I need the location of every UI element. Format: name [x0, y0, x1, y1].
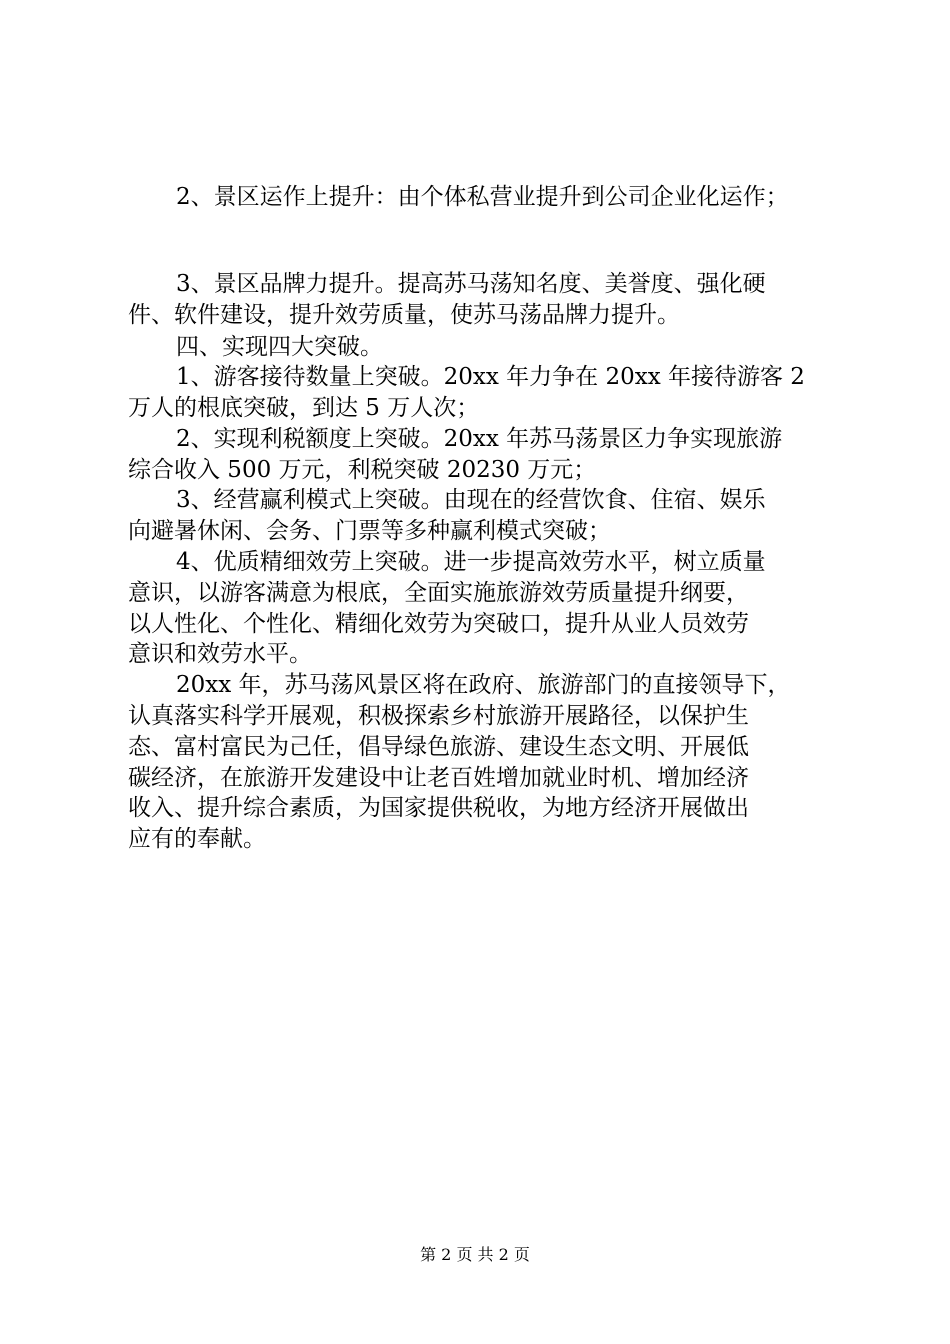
paragraph-line: 综合收入 500 万元，利税突破 20230 万元； — [128, 457, 597, 483]
paragraph-line: 向避暑休闲、会务、门票等多种赢利模式突破； — [128, 518, 611, 544]
paragraph-line: 3、经营赢利模式上突破。由现在的经营饮食、住宿、娱乐 — [176, 487, 766, 513]
page-total: 共 2 页 — [477, 1245, 530, 1264]
paragraph-line: 2、实现利税额度上突破。20xx 年苏马荡景区力争实现旅游 — [176, 426, 783, 452]
paragraph-line: 2、景区运作上提升：由个体私营业提升到公司企业化运作； — [176, 184, 789, 210]
paragraph-line: 碳经济，在旅游开发建设中让老百姓增加就业时机、增加经济 — [128, 765, 749, 791]
page-footer — [0, 1245, 950, 1265]
paragraph-line: 认真落实科学开展观，积极探索乡村旅游开展路径，以保护生 — [128, 703, 749, 729]
paragraph-line: 收入、提升综合素质，为国家提供税收，为地方经济开展做出 — [128, 795, 749, 821]
paragraph-line: 20xx 年，苏马荡风景区将在政府、旅游部门的直接领导下， — [176, 672, 791, 698]
paragraph-line: 万人的根底突破，到达 5 万人次； — [128, 395, 480, 421]
section-heading: 四、实现四大突破。 — [176, 334, 383, 360]
paragraph-line: 4、优质精细效劳上突破。进一步提高效劳水平，树立质量 — [176, 549, 766, 575]
paragraph-line: 件、软件建设，提升效劳质量，使苏马荡品牌力提升。 — [128, 302, 680, 328]
paragraph-line: 以人性化、个性化、精细化效劳为突破口，提升从业人员效劳 — [128, 611, 749, 637]
paragraph-line: 3、景区品牌力提升。提高苏马荡知名度、美誉度、强化硬 — [176, 271, 766, 297]
paragraph-line: 意识，以游客满意为根底，全面实施旅游效劳质量提升纲要， — [128, 580, 749, 606]
paragraph-line: 意识和效劳水平。 — [128, 641, 312, 667]
page-number: 第 2 页 — [420, 1245, 473, 1264]
paragraph-line: 应有的奉献。 — [128, 826, 266, 852]
paragraph-line: 态、富村富民为己任，倡导绿色旅游、建设生态文明、开展低 — [128, 734, 749, 760]
paragraph-line: 1、游客接待数量上突破。20xx 年力争在 20xx 年接待游客 2 — [176, 364, 805, 390]
